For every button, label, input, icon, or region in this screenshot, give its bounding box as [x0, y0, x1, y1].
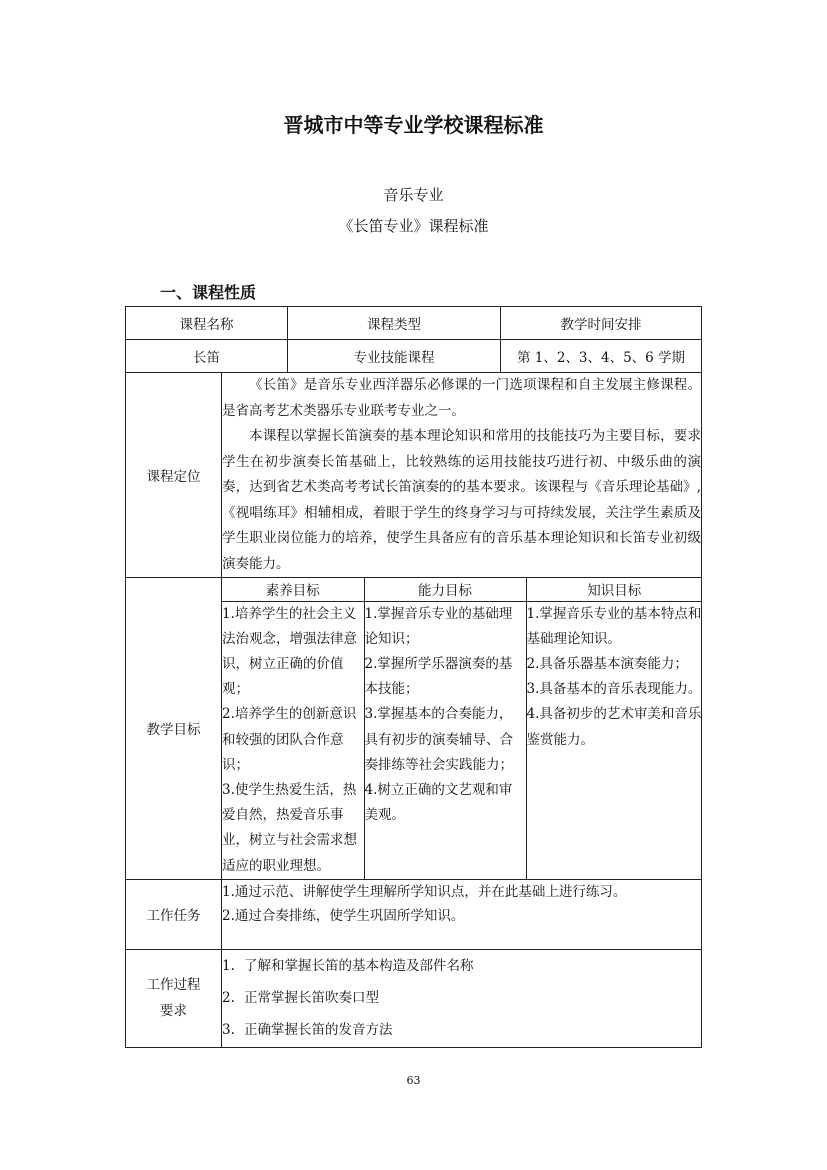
positioning-content — [222, 373, 702, 578]
list-item: 2.培养学生的创新意识和较强的团队合作意识； — [222, 706, 357, 773]
list-item: 3.具备基本的音乐表现能力。 — [526, 681, 702, 698]
list-item: 2.通过合奏排练，使学生巩固所学知识。 — [222, 907, 465, 924]
document-title: 晋城市中等专业学校课程标准 — [283, 113, 544, 137]
table-header-row — [126, 307, 702, 340]
goals-label: 教学目标 — [126, 578, 222, 880]
page-number: 63 — [406, 1074, 421, 1087]
process-label-line-1: 工作过程 — [146, 977, 201, 994]
item-text: 正常掌握长笛吹奏口型 — [244, 989, 379, 1006]
item-text: 正确掌握长笛的发音方法 — [244, 1021, 393, 1038]
goals-content — [222, 578, 702, 880]
item-number: 1. — [222, 957, 235, 974]
goal-header-knowledge: 知识目标 — [526, 578, 702, 601]
process-label — [126, 949, 222, 1047]
goals-body-row — [222, 601, 702, 879]
goals-subtable — [222, 578, 702, 879]
list-item: 1.通过示范、讲解使学生理解所学知识点，并在此基础上进行练习。 — [222, 883, 627, 900]
course-subtitle: 《长笛专业》课程标准 — [338, 217, 489, 235]
section-heading: 一、课程性质 — [160, 283, 257, 302]
list-item: 4.具备初步的艺术审美和音乐鉴赏能力。 — [526, 706, 702, 748]
list-item: 2.具备乐器基本演奏能力； — [526, 655, 688, 672]
goal-header-literacy: 素养目标 — [222, 578, 364, 601]
header-schedule: 教学时间安排 — [501, 307, 702, 340]
process-label-line-2: 要求 — [160, 1003, 187, 1020]
item-text: 了解和掌握长笛的基本构造及部件名称 — [244, 957, 474, 974]
list-item: 1.掌握音乐专业的基本特点和基础理论知识。 — [526, 605, 702, 647]
list-item: 4.树立正确的文艺观和审美观。 — [364, 781, 513, 824]
schedule-value: 第 1、2、3、4、5、6 学期 — [501, 340, 702, 373]
knowledge-goals — [526, 601, 702, 879]
ability-goals — [364, 601, 526, 879]
positioning-row — [126, 373, 702, 578]
table-row — [126, 340, 702, 373]
tasks-label: 工作任务 — [126, 879, 222, 949]
list-item: 3.使学生热爱生活，热爱自然，热爱音乐事业，树立与社会需求想适应的职业理想。 — [222, 781, 357, 874]
course-name-value: 长笛 — [126, 340, 288, 373]
list-item: 3.掌握基本的合奏能力，具有初步的演奏辅导、合奏排练等社会实践能力； — [364, 706, 513, 773]
goals-header-row — [222, 578, 702, 601]
list-item: 2.掌握所学乐器演奏的基本技能； — [364, 655, 513, 698]
positioning-label: 课程定位 — [126, 373, 222, 578]
course-type-value: 专业技能课程 — [288, 340, 501, 373]
list-item: 1.掌握音乐专业的基础理论知识； — [364, 605, 513, 647]
list-item: 1.培养学生的社会主义法治观念，增强法律意识，树立正确的价值观； — [222, 605, 357, 698]
list-item — [222, 1014, 701, 1046]
tasks-row — [126, 879, 702, 949]
tasks-content — [222, 879, 702, 949]
header-course-name: 课程名称 — [126, 307, 288, 340]
literacy-goals — [222, 601, 364, 879]
process-content — [222, 949, 702, 1047]
list-item — [222, 950, 701, 982]
item-number: 2. — [222, 989, 235, 1006]
item-number: 3. — [222, 1021, 235, 1038]
positioning-paragraph-2: 本课程以掌握长笛演奏的基本理论知识和常用的技能技巧为主要目标，要求学生在初步演奏长笛基础上，比较熟练的运用技能技巧进行初、中级乐曲的演奏，达到省艺术类高考考试长笛演奏的的基本要求。该课程与《音乐理论基础》,《视唱练耳》相辅相成，着眼于学生的终身学习与可持续发展，关注学生素质及学生职业岗位能力的培养，使学生具备应有的音乐基本理论知识和长笛专业初级演奏能力。 — [222, 428, 701, 572]
goal-header-ability: 能力目标 — [364, 578, 526, 601]
list-item — [222, 982, 701, 1014]
process-row — [126, 949, 702, 1047]
major-subtitle: 音乐专业 — [383, 186, 444, 204]
goals-row — [126, 578, 702, 880]
course-standard-table — [125, 306, 702, 1048]
header-course-type: 课程类型 — [288, 307, 501, 340]
positioning-paragraph-1: 《长笛》是音乐专业西洋器乐必修课的一门选项课程和自主发展主修课程。是省高考艺术类器乐专业联考专业之一。 — [222, 377, 701, 419]
